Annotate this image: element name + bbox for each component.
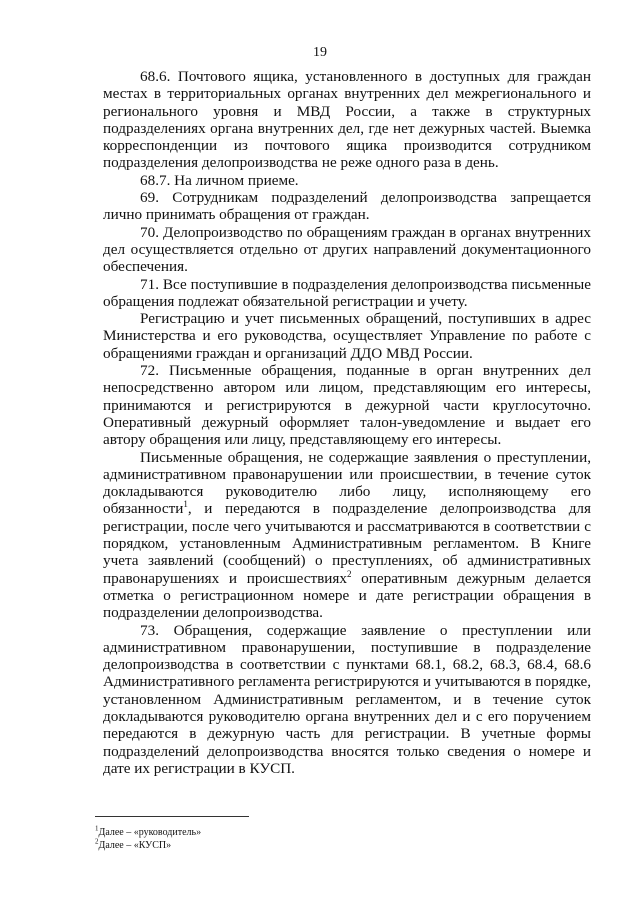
footnote-separator <box>95 816 249 817</box>
page-number: 19 <box>313 45 327 60</box>
paragraph-text-part: Письменные обращения, не содержащие заявления о преступлении, административном правонарушении или происшествии, в течение суток докладываются руководителю либо лицу, исполняющему его обязанности <box>103 448 591 518</box>
paragraph-68-7: 68.7. На личном приеме. <box>140 171 299 189</box>
footnote-ref-2[interactable]: 2 <box>347 568 352 579</box>
footnote-2 <box>95 839 395 852</box>
footnotes <box>95 826 395 852</box>
paragraph-70: 70. Делопроизводство по обращениям граждан в органах внутренних дел осуществляется отдельно от других направлений документационного обеспечения. <box>103 223 591 276</box>
footnote-mark: 1 <box>95 824 99 833</box>
paragraph-written-appeals <box>103 449 591 622</box>
paragraph-71: 71. Все поступившие в подразделения делопроизводства письменные обращения подлежат обязательной регистрации и учету. <box>103 275 591 310</box>
paragraph-72: 72. Письменные обращения, поданные в орган внутренних дел непосредственно автором или лицом, представляющим его интересы, принимаются и регистрируются в дежурной части круглосуточно. Оперативный дежурный оформляет талон-уведомление и выдает его автору обращения или лицу, представляющему его интересы. <box>103 362 591 449</box>
paragraph-73: 73. Обращения, содержащие заявление о преступлении или административном правонарушении, поступившие в подразделение делопроизводства в соответствии с пунктами 68.1, 68.2, 68.3, 68.4, 68.6 Административного регламента регистрируются и учитываются в порядке, установленном Административным регламентом, и в течение суток докладываются руководителю органа внутренних дел и с его поручением передаются в дежурную часть для регистрации. В учетные формы подразделений делопроизводства вносятся только сведения о номере и дате их регистрации в КУСП. <box>103 621 591 777</box>
footnote-1 <box>95 826 395 839</box>
paragraph-text-part: оперативным дежурным делается отметка о регистрационном номере и дате регистрации обращения в подразделении делопроизводства. <box>103 569 591 622</box>
document-body <box>103 68 591 777</box>
footnote-ref-1[interactable]: 1 <box>183 499 188 510</box>
paragraph-text-part: , и передаются в подразделение делопроизводства для регистрации, после чего учитываются и рассматриваются в соответствии с порядком, установленным Административным регламентом. В Книге учета заявлений (сообщений) о преступлениях, об административных правонарушениях и происшествиях <box>103 500 591 587</box>
paragraph-68-6: 68.6. Почтового ящика, установленного в доступных для граждан местах в территориальных органах внутренних дел межрегионального и регионального уровня и МВД России, а также в структурных подразделениях органа внутренних дел, где нет дежурных частей. Выемка корреспонденции из почтового ящика производится сотрудником подразделения делопроизводства не реже одного раза в день. <box>103 68 591 172</box>
footnote-mark: 2 <box>95 837 99 846</box>
footnote-text: Далее – «руководитель» <box>98 827 202 838</box>
paragraph-registration: Регистрацию и учет письменных обращений, поступивших в адрес Министерства и его руководства, осуществляет Управление по работе с обращениями граждан и организаций ДДО МВД России. <box>103 310 591 362</box>
footnote-text: Далее – «КУСП» <box>98 840 172 851</box>
paragraph-69: 69. Сотрудникам подразделений делопроизводства запрещается лично принимать обращения от граждан. <box>103 189 591 224</box>
